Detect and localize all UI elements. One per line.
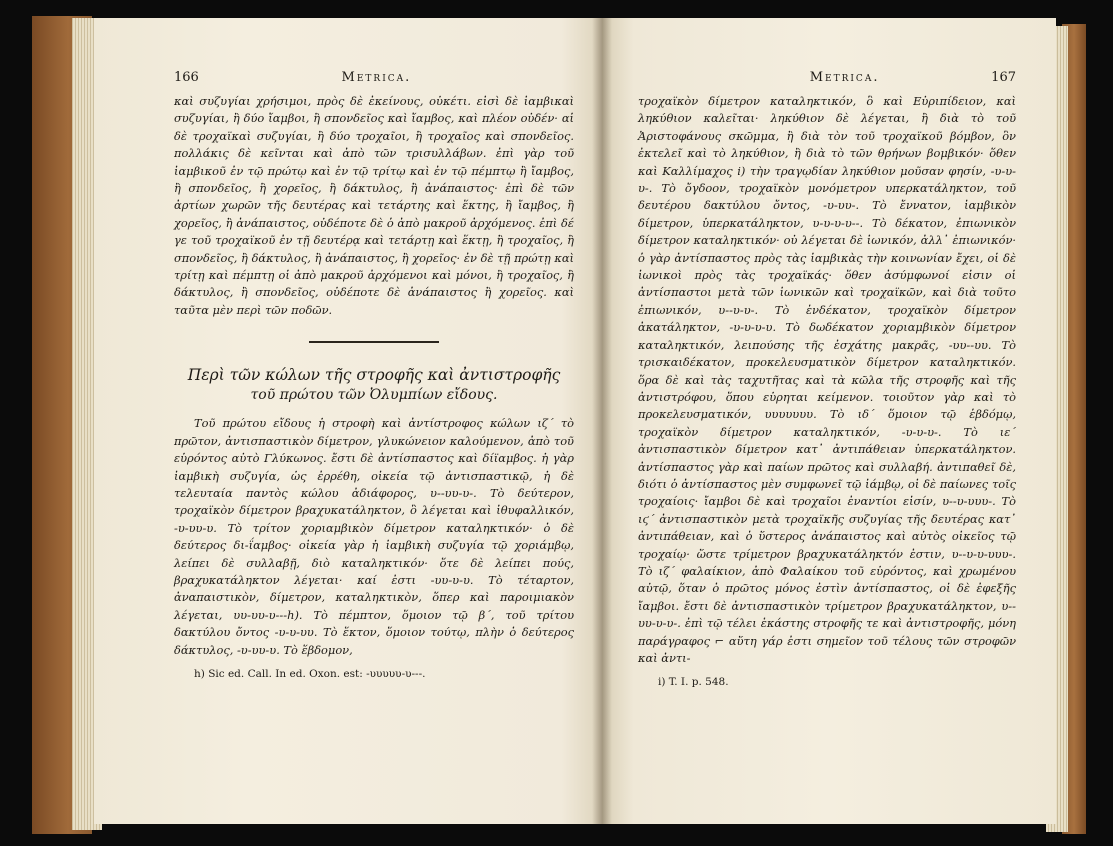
section-title-line: τοῦ πρώτου τῶν Ὀλυμπίων εἴδους. bbox=[250, 387, 498, 404]
right-page bbox=[602, 18, 1056, 824]
section-title bbox=[174, 365, 574, 405]
running-title: Metrica. bbox=[809, 70, 880, 85]
section-divider bbox=[309, 341, 439, 343]
book-gutter bbox=[592, 18, 612, 824]
footnote: h) Sic ed. Call. In ed. Oxon. est: -υυυυυ-υ---. bbox=[194, 667, 426, 680]
page-number: 167 bbox=[991, 70, 1016, 85]
section-title-line: Περὶ τῶν κώλων τῆς στροφῆς καὶ ἀντιστροφῆς bbox=[187, 366, 561, 385]
body-paragraph: Τοῦ πρώτου εἴδους ἡ στροφὴ καὶ ἀντίστροφος κώλων ιζ΄ τὸ πρῶτον, ἀντισπαστικὸν δίμετρον, γλυκώνειον καλούμενον, ἀπὸ τοῦ εὑρόντος αὐτὸ Γλύκωνος. ἔστι δὲ ἀντίσπαστος καὶ δίϊαμβος. ἡ γὰρ ἰαμβικὴ συζυγία, ὡς ἐρρέθη, οἰκεία τῷ ἀντισπαστικῷ, ἡ δὲ τελευταία παντὸς κώλου ἀδιάφορος, υ--υυ-υ-. Τὸ δεύτερον, τροχαϊκὸν δίμετρον βραχυκατάληκτον, ὃ λέγεται καὶ ἰθυφαλλικόν, -υ-υυ-υ. Τὸ τρίτον χοριαμβικὸν δίμετρον καταληκτικόν· ὁ δὲ δεύτερος δι-ΐαμβος· οἰκεία γὰρ ἡ ἰαμβικὴ συζυγία τῷ χοριάμβῳ, λείπει δὲ συλλαβῇ, διὸ καταληκτικόν· ὅτε δὲ λείπει πούς, βραχυκατάληκτον λέγεται· καί ἐστι -υυ-υ-υ. Τὸ τέταρτον, ἀναπαιστικὸν, δίμετρον, καταληκτικὸν, ὅπερ καὶ παροιμιακὸν λέγεται, υυ-υυ-υ---h). Τὸ πέμπτον, ὅμοιον τῷ β΄, τοῦ τρίτου δακτύλου ὄντος -υ-υ-υυ. Τὸ ἕκτον, ὅμοιον τούτῳ, πλὴν ὁ δεύτερος δάκτυλος, -υ-υυ-υ. Τὸ ἕβδομον, bbox=[174, 416, 574, 657]
left-page bbox=[94, 18, 602, 824]
left-page-header bbox=[174, 70, 574, 85]
right-page-header bbox=[638, 70, 1016, 85]
body-paragraph: τροχαϊκὸν δίμετρον καταληκτικόν, ὃ καὶ Εὐριπίδειον, καὶ ληκύθιον καλεῖται· ληκύθιον δὲ λέγεται, ἢ διὰ τὸ τοῦ Ἀριστοφάνους σκῶμμα, ἢ διὰ τὸν τοῦ τροχαϊκοῦ βόμβον, ὃν ἐκτελεῖ καὶ τὸ ληκύθιον, ἢ διὰ τὸ τῶν θρήνων βομβικόν· ὅθεν καὶ Καλλίμαχος i) τὴν τραγῳδίαν ληκύθιον μοῦσαν φησίν, -υ-υ-υ-. Τὸ ὄγδοον, τροχαϊκὸν μονόμετρον υπερκατάληκτον, τοῦ δευτέρου δακτύλου ὄντος, -υ-υυ-. Τὸ ἔννατον, ἰαμβικὸν δίμετρον, ὑπερκατάληκτον, υ-υ-υ-υ--. Τὸ δέκατον, ἐπιωνικὸν δίμετρον καταληκτικόν· οὐ λέγεται δὲ ἰωνικόν, ἀλλ᾽ ἐπιωνικόν· ὁ γὰρ ἀντίσπαστος πρὸς τὰς ἰαμβικὰς τὴν κοινωνίαν ἔχει, οἱ δὲ ἰωνικοὶ πρὸς τὰς τροχαϊκάς· ὅθεν ἀσύμφωνοί εἰσιν οἱ ἀντίσπαστοι μετὰ τῶν ἰωνικῶν καὶ τροχαϊκῶν, καὶ διὰ τοῦτο ἐπιωνικόν, υ--υ-υ-. Τὸ ἑνδέκατον, τροχαϊκὸν δίμετρον ἀκατάληκτον, -υ-υ-υ-υ. Τὸ δωδέκατον χοριαμβικὸν δίμετρον καταληκτικόν, λειπούσης τῆς ἐσχάτης μακρᾶς, -υυ--υυ. Τὸ τρισκαιδέκατον, προκελευσματικὸν δίμετρον καταληκτικόν. ὅρα δὲ καὶ τὰς ταχυτῆτας καὶ τὰ κῶλα τῆς στροφῆς καὶ τῆς ἀντιστρόφου, ὅπου εὑρηται κείμενον. τοιοῦτον γὰρ καὶ τὸ προκελευσματικόν, υυυυυυυ. Τὸ ιδ΄ ὅμοιον τῷ ἑβδόμῳ, τροχαϊκὸν δίμετρον καταληκτικόν, -υ-υ-υ-. Τὸ ιε΄ ἀντισπαστικὸν δίμετρον κατ᾽ ἀντιπάθειαν ὑπερκατάληκτον. ἀντίσπαστος γὰρ καὶ παίων πρῶτος καὶ συλλαβή. ἀντιπαθεῖ δὲ, διότι ὁ ἀντίσπαστος μὲν συμφωνεῖ τῷ ἰάμβῳ, οἱ δὲ παίωνες τοῖς τροχαίοις· ἴαμβοι δὲ καὶ τροχαῖοι ἐναντίοι εἰσίν, υ--υ-υυυ-. Τὸ ιϛ΄ ἀντισπαστικὸν μετὰ τροχαϊκῆς συζυγίας τῆς δευτέρας κατ᾽ ἀντιπάθειαν, καὶ ὁ ὕστερος ἀνάπαιστος καὶ αὐτὸς οἰκεῖος τῷ τροχαίῳ· ὥστε τρίμετρον βραχυκατάληκτόν ἐστιν, υ--υ-υ-υυυ-. Τὸ ιζ΄ φαλαίκιον, ἀπὸ Φαλαίκου τοῦ εὑρόντος, καὶ χρωμένου αὐτῷ, ὅταν ὁ πρῶτος μόνος ἐστὶν ἀντίσπαστος, οἱ δὲ ἐφεξῆς ἴαμβοι. ἔστι δὲ ἀντισπαστικὸν τρίμετρον βραχυκατάληκτον, υ--υυ-υ-υ-. ἐπὶ τῷ τέλει ἑκάστης στροφῆς τε καὶ ἀντιστροφῆς, μόνη παράγραφος ⌐ αὕτη γάρ ἐστι σημεῖον τοῦ τέλους τῶν στροφῶν καὶ ἀντι- bbox=[638, 94, 1016, 665]
running-title: Metrica. bbox=[341, 70, 412, 85]
page-number: 166 bbox=[174, 70, 199, 85]
body-paragraph: καὶ συζυγίαι χρήσιμοι, πρὸς δὲ ἐκείνους, οὐκέτι. εἰσὶ δὲ ἰαμβικαὶ συζυγίαι, ἢ δύο ἴαμβοι, ἢ σπονδεῖος καὶ ἴαμβος, καὶ πλέον οὐδέν· αἱ δὲ τροχαϊκαὶ συζυγίαι, ἢ δύο τροχαῖοι, ἢ τροχαῖος καὶ σπονδεῖος. πολλάκις δὲ κεῖνται καὶ ἀπὸ τῶν τρισυλλάβων. ἐπὶ γὰρ τοῦ ἰαμβικοῦ ἐν τῷ πρώτῳ καὶ ἐν τῷ τρίτῳ καὶ ἐν τῷ πέμπτῳ ἢ ἴαμβος, ἢ σπονδεῖος, ἢ χορεῖος, ἢ δάκτυλος, ἢ ἀνάπαιστος· ἐπὶ δὲ τῶν ἀρτίων χωρῶν τῆς δευτέρας καὶ τετάρτης καὶ ἕκτης, ἢ ἴαμβος, ἢ χορεῖος, ἢ ἀνάπαιστος, οὐδέποτε δὲ ὁ ἀπὸ μακροῦ ἀρχόμενος. ἐπὶ δέ γε τοῦ τροχαϊκοῦ ἐν τῇ δευτέρᾳ καὶ τετάρτῃ καὶ ἕκτῃ, ἢ τροχαῖος, ἢ σπονδεῖος, ἢ δάκτυλος, ἢ ἀνάπαιστος, ἢ χορεῖος· ἐν δὲ τῇ πρώτῃ καὶ τρίτῃ καὶ πέμπτῃ οἱ ἀπὸ μακροῦ ἀρχόμενοι καὶ μόνοι, ἢ τροχαῖος, ἢ δάκτυλος, ἢ σπονδεῖος, οὐδέποτε δὲ ἀνάπαιστος ἢ χορεῖος. καὶ ταῦτα μὲν περὶ τῶν ποδῶν. bbox=[174, 94, 574, 317]
footnote: i) T. I. p. 548. bbox=[658, 676, 729, 689]
open-book bbox=[32, 10, 1082, 835]
